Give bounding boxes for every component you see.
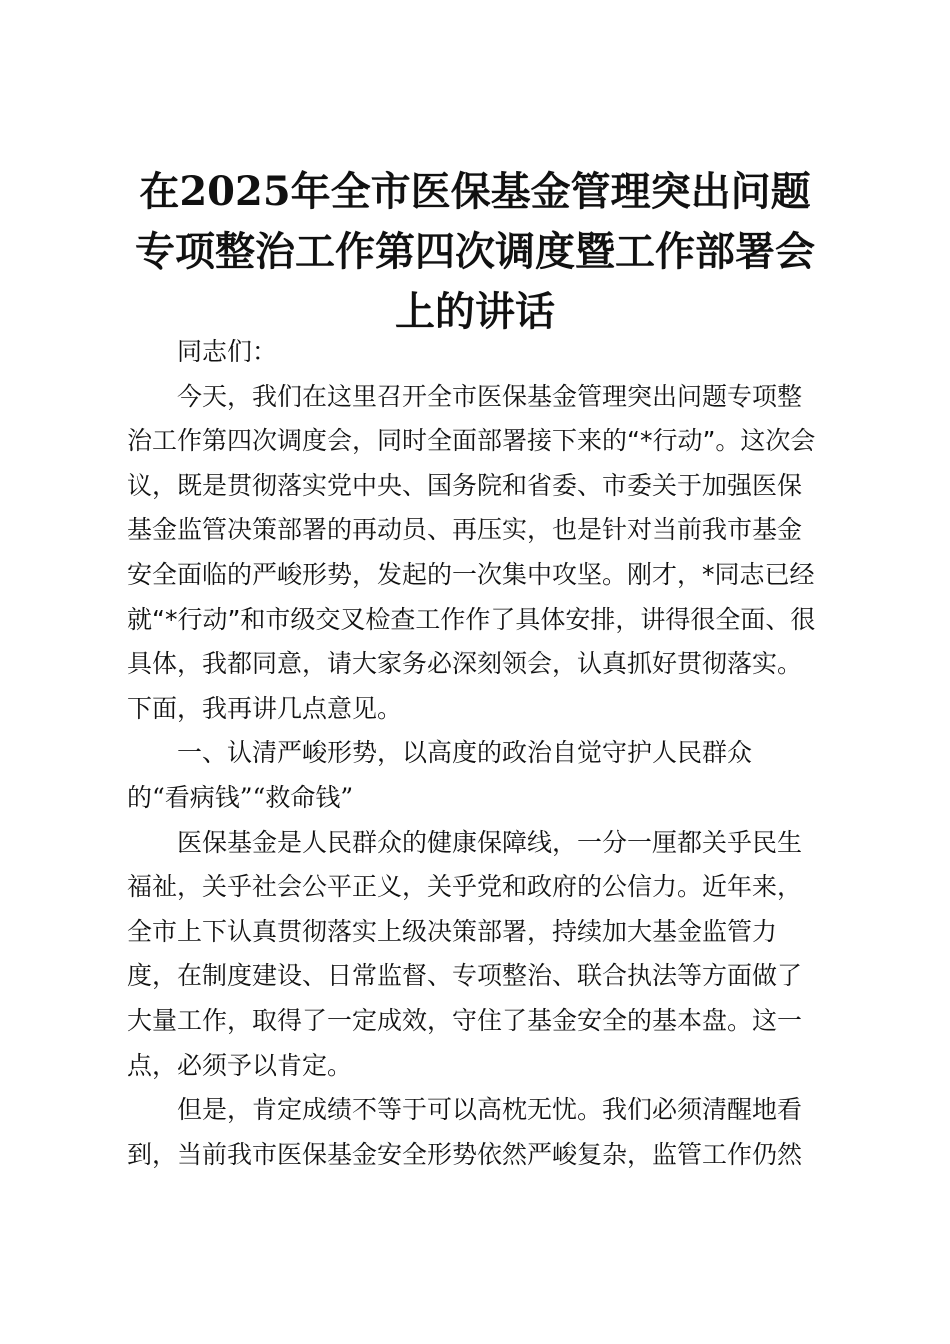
paragraph-line: 议，既是贯彻落实党中央、国务院和省委、市委关于加强医保	[127, 470, 803, 500]
paragraph-2	[127, 821, 827, 1089]
paragraph-line: 下面，我再讲几点意见。	[127, 693, 403, 723]
paragraph-line: 大量工作，取得了一定成效，守住了基金安全的基本盘。这一	[127, 1005, 803, 1035]
paragraph-line: 全市上下认真贯彻落实上级决策部署，持续加大基金监管力	[127, 916, 778, 946]
paragraph-line: 点，必须予以肯定。	[127, 1050, 353, 1080]
heading-line: 一、认清严峻形势，以高度的政治自觉守护人民群众	[177, 738, 753, 768]
document-title	[100, 162, 850, 342]
title-line-1: 在2025年全市医保基金管理突出问题	[139, 168, 811, 215]
title-line-3: 上的讲话	[395, 288, 555, 335]
paragraph-line: 就“*行动”和市级交叉检查工作作了具体安排，讲得很全面、很	[127, 604, 816, 634]
paragraph-line: 今天，我们在这里召开全市医保基金管理突出问题专项整	[177, 381, 803, 411]
paragraph-3	[127, 1088, 827, 1177]
paragraph-1	[127, 375, 827, 732]
salutation	[127, 330, 827, 375]
document-body	[127, 330, 827, 1177]
paragraph-line: 到，当前我市医保基金安全形势依然严峻复杂，监管工作仍然	[127, 1139, 803, 1169]
salutation-line: 同志们：	[177, 337, 278, 366]
heading-line: 的“看病钱”“救命钱”	[127, 782, 354, 812]
paragraph-line: 基金监管决策部署的再动员、再压实，也是针对当前我市基金	[127, 515, 803, 545]
title-line-2: 专项整治工作第四次调度暨工作部署会	[135, 228, 815, 275]
paragraph-line: 福祉，关乎社会公平正义，关乎党和政府的公信力。近年来，	[127, 872, 803, 902]
paragraph-line: 具体，我都同意，请大家务必深刻领会，认真抓好贯彻落实。	[127, 649, 803, 679]
paragraph-line: 安全面临的严峻形势，发起的一次集中攻坚。刚才，*同志已经	[127, 559, 815, 589]
section-heading-1	[127, 731, 827, 820]
paragraph-line: 度，在制度建设、日常监督、专项整治、联合执法等方面做了	[127, 961, 803, 991]
paragraph-line: 但是，肯定成绩不等于可以高枕无忧。我们必须清醒地看	[177, 1095, 803, 1125]
paragraph-line: 治工作第四次调度会，同时全面部署接下来的“*行动”。这次会	[127, 426, 816, 456]
paragraph-line: 医保基金是人民群众的健康保障线，一分一厘都关乎民生	[177, 827, 803, 857]
